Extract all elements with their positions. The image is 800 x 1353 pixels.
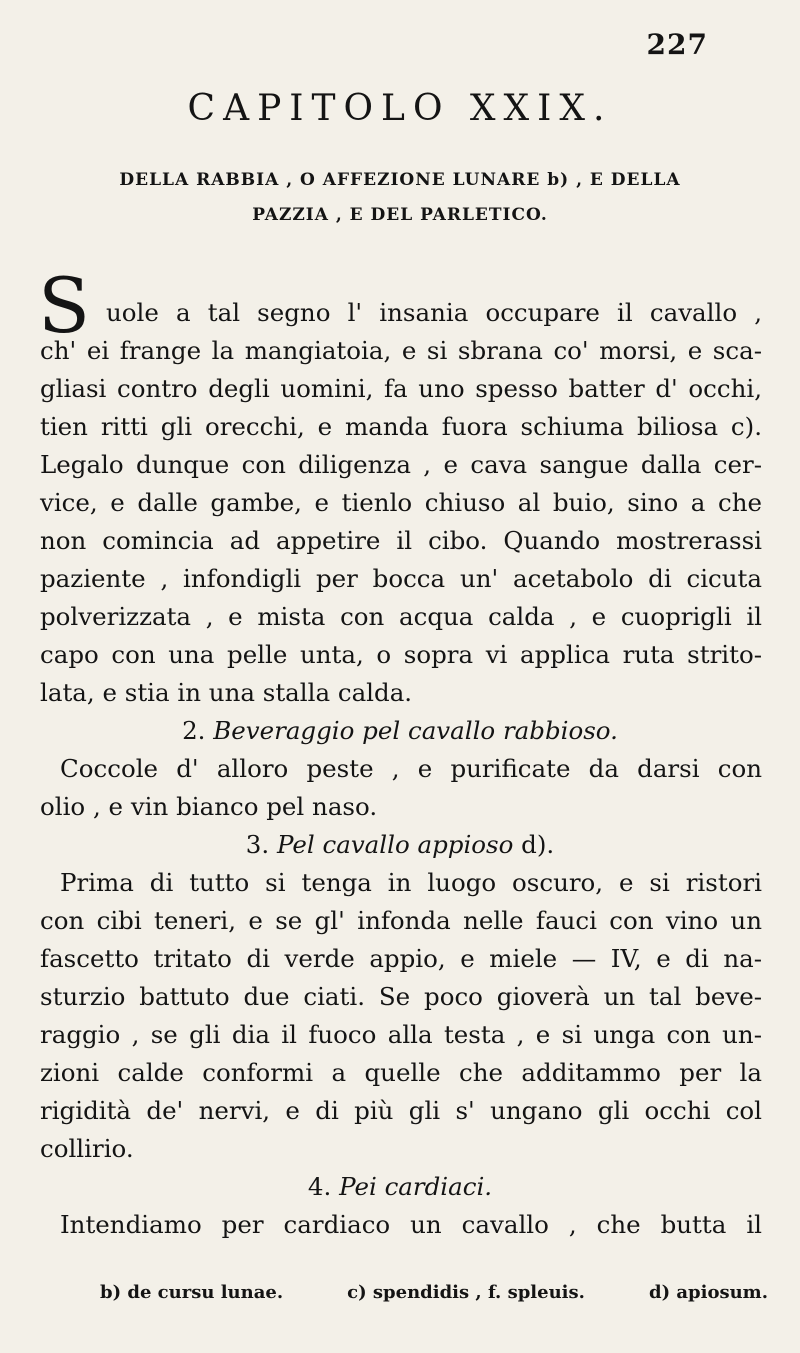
text-line: con cibi teneri, e se gl' infonda nelle fauci con vino un	[40, 906, 762, 935]
section-heading-2	[0, 714, 800, 748]
text-line: sturzio battuto due ciati. Se poco gioverà un tal beve-	[40, 982, 762, 1011]
chapter-title: CAPITOLO XXIX.	[187, 88, 613, 129]
section-heading-4	[0, 1170, 800, 1204]
text-line: collirio.	[40, 1134, 134, 1163]
text-line: vice, e dalle gambe, e tienlo chiuso al buio, sino a che	[40, 488, 762, 517]
text-line: Legalo dunque con diligenza , e cava sangue dalla cer-	[40, 450, 762, 479]
text-line: tien ritti gli orecchi, e manda fuora schiuma biliosa c).	[40, 412, 762, 441]
text-line: Intendiamo per cardiaco un cavallo , che butta il	[60, 1210, 762, 1239]
text-line: rigidità de' nervi, e di più gli s' ungano gli occhi col	[40, 1096, 762, 1125]
drop-cap: S	[38, 261, 91, 350]
section-number: 4.	[307, 1172, 332, 1201]
text-line: ch' ei frange la mangiatoia, e si sbrana co' morsi, e sca-	[40, 336, 762, 365]
text-line: Prima di tutto si tenga in luogo oscuro, e si ristori	[60, 868, 762, 897]
footnote-ref: d).	[521, 830, 555, 859]
text-line: Coccole d' alloro peste , e purificate da darsi con	[60, 754, 762, 783]
text-line: fascetto tritato di verde appio, e miele — IV, e di na-	[40, 944, 762, 973]
text-line: non comincia ad appetire il cibo. Quando mostrerassi	[40, 526, 762, 555]
footnote-c: c) spendidis , f. spleuis.	[347, 1282, 585, 1303]
text-line: lata, e stia in una stalla calda.	[40, 678, 413, 707]
footnote-d: d) apiosum.	[648, 1282, 768, 1303]
section-title: Beveraggio pel cavallo rabbioso.	[213, 716, 618, 745]
footnote-b: b) de cursu lunae.	[100, 1282, 284, 1303]
text-line: paziente , infondigli per bocca un' acetabolo di cicuta	[40, 564, 762, 593]
text-line: polverizzata , e mista con acqua calda , e cuoprigli il	[40, 602, 762, 631]
section-heading-3	[0, 828, 800, 862]
section-number: 2.	[182, 716, 206, 745]
page-number: 227	[646, 28, 708, 61]
text-line: zioni calde conformi a quelle che additammo per la	[40, 1058, 762, 1087]
text-line: olio , e vin bianco pel naso.	[40, 792, 378, 821]
footnotes	[100, 1282, 768, 1303]
text-line: gliasi contro degli uomini, fa uno spesso batter d' occhi,	[40, 374, 762, 403]
chapter-subtitle-line1: DELLA RABBIA , O AFFEZIONE LUNARE b) , E DELLA	[119, 170, 681, 190]
section-title: Pel cavallo appioso	[276, 830, 514, 859]
section-title: Pei cardiaci.	[339, 1172, 493, 1201]
text-line: uole a tal segno l' insania occupare il cavallo ,	[106, 298, 762, 327]
section-number: 3.	[245, 830, 270, 859]
text-line: raggio , se gli dia il fuoco alla testa , e si unga con un-	[40, 1020, 762, 1049]
text-line: capo con una pelle unta, o sopra vi applica ruta strito-	[40, 640, 762, 669]
chapter-subtitle-line2: PAZZIA , E DEL PARLETICO.	[252, 205, 548, 225]
